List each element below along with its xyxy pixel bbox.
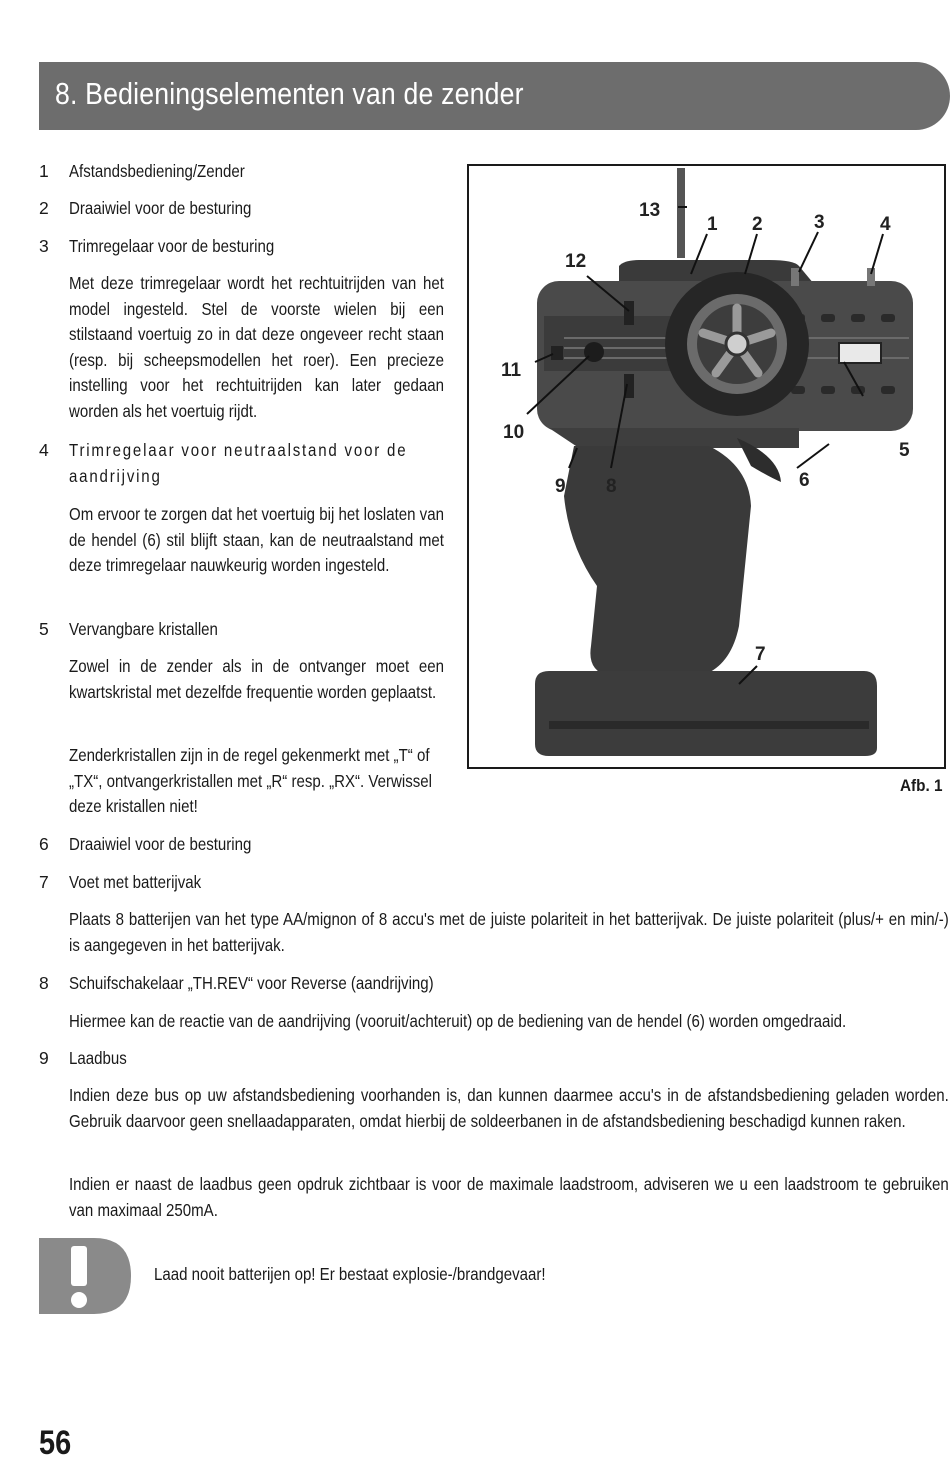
battery-base [535,671,877,756]
item-5-title: Vervangbare kristallen [69,619,218,639]
callout-7: 7 [755,644,766,665]
item-5-number: 5 [39,619,49,639]
item-6-title: Draaiwiel voor de besturing [69,834,252,854]
item-9-description: Indien deze bus op uw afstandsbediening voorhanden is, dan kunnen daarmee accu's in de afstandsbediening geladen worden. Gebruik daarvoor geen snellaadapparaten, omdat hierbij de soldeerbanen in de afstandsbediening beschadigd kunnen raken. [69,1085,949,1131]
callout-2: 2 [752,214,763,235]
item-9-number: 9 [39,1048,49,1068]
item-3-number: 3 [39,236,49,256]
callout-8: 8 [606,476,617,497]
callout-10: 10 [503,422,525,443]
item-8-title: Schuifschakelaar „TH.REV“ voor Reverse (aandrijving) [69,973,434,993]
charge-socket [551,346,563,360]
steering-wheel [665,272,809,416]
item-7-description: Plaats 8 batterijen van het type AA/mignon of 8 accu's met de juiste polariteit in het batterijvak. De juiste polariteit (plus/+ en min/-) is aangegeven in het batterijvak. [69,909,949,955]
item-4-number: 4 [39,440,49,460]
callout-13: 13 [639,200,661,221]
page-number: 56 [39,1424,72,1462]
section-title: 8. Bedieningselementen van de zender [55,76,524,111]
item-5-description: Zowel in de zender als in de ontvanger moet een kwartskristal met dezelfde frequentie worden geplaatst. [69,656,444,702]
trim-switch-upper [624,301,634,325]
callout-4: 4 [880,214,891,235]
figure-caption: Afb. 1 [900,776,943,795]
transmitter-figure [467,164,946,769]
callout-5: 5 [899,440,910,461]
transmitter-photo [469,166,944,767]
exclamation-icon [39,1238,131,1314]
item-9-note: Indien er naast de laadbus geen opdruk zichtbaar is voor de maximale laadstroom, adviseren we u een laadstroom te gebruiken van maximaal 250mA. [69,1174,949,1220]
callout-11: 11 [501,360,522,381]
antenna [677,168,685,258]
item-3-description: Met deze trimregelaar wordt het rechtuitrijden van het model ingesteld. Stel de voorste wielen bij een stilstaand voertuig zo in dat deze ongeveer recht staan (resp. bij scheepsmodellen het roer). Een precieze instelling voor het rechtuitrijden kan later gedaan worden als het voertuig rijdt. [69,273,444,421]
callout-6: 6 [799,470,810,491]
grip-handle [564,446,751,676]
item-5-note: Zenderkristallen zijn in de regel gekenmerkt met „T“ of „TX“, ontvangerkristallen met „R“ resp. „RX“. Verwissel deze kristallen niet! [69,745,432,816]
item-4-description: Om ervoor te zorgen dat het voertuig bij het loslaten van de hendel (6) stil blijft staan, kan de neutraalstand met deze trimregelaar nauwkeurig worden ingesteld. [69,504,444,575]
crystal-slot [839,343,881,363]
item-1-number: 1 [39,161,49,181]
callout-1: 1 [707,214,718,235]
callout-3: 3 [814,212,825,233]
item-3-title: Trimregelaar voor de besturing [69,236,275,256]
item-7-title: Voet met batterijvak [69,872,202,892]
item-8-description: Hiermee kan de reactie van de aandrijving (vooruit/achteruit) op de bediening van de hendel (6) worden omgedraaid. [69,1011,847,1031]
trim-lever-3 [791,268,799,286]
section-header [39,62,950,130]
callout-12: 12 [565,251,587,272]
item-9-title: Laadbus [69,1048,127,1068]
warning-text: Laad nooit batterijen op! Er bestaat explosie-/brandgevaar! [154,1264,546,1284]
item-2-number: 2 [39,198,49,218]
item-4-title: Trimregelaar voor neutraalstand voor de aandrijving [69,440,408,486]
item-2-title: Draaiwiel voor de besturing [69,198,252,218]
item-7-number: 7 [39,872,49,892]
item-6-number: 6 [39,834,49,854]
item-1-title: Afstandsbediening/Zender [69,161,245,181]
item-8-number: 8 [39,973,49,993]
callout-9: 9 [555,476,566,497]
